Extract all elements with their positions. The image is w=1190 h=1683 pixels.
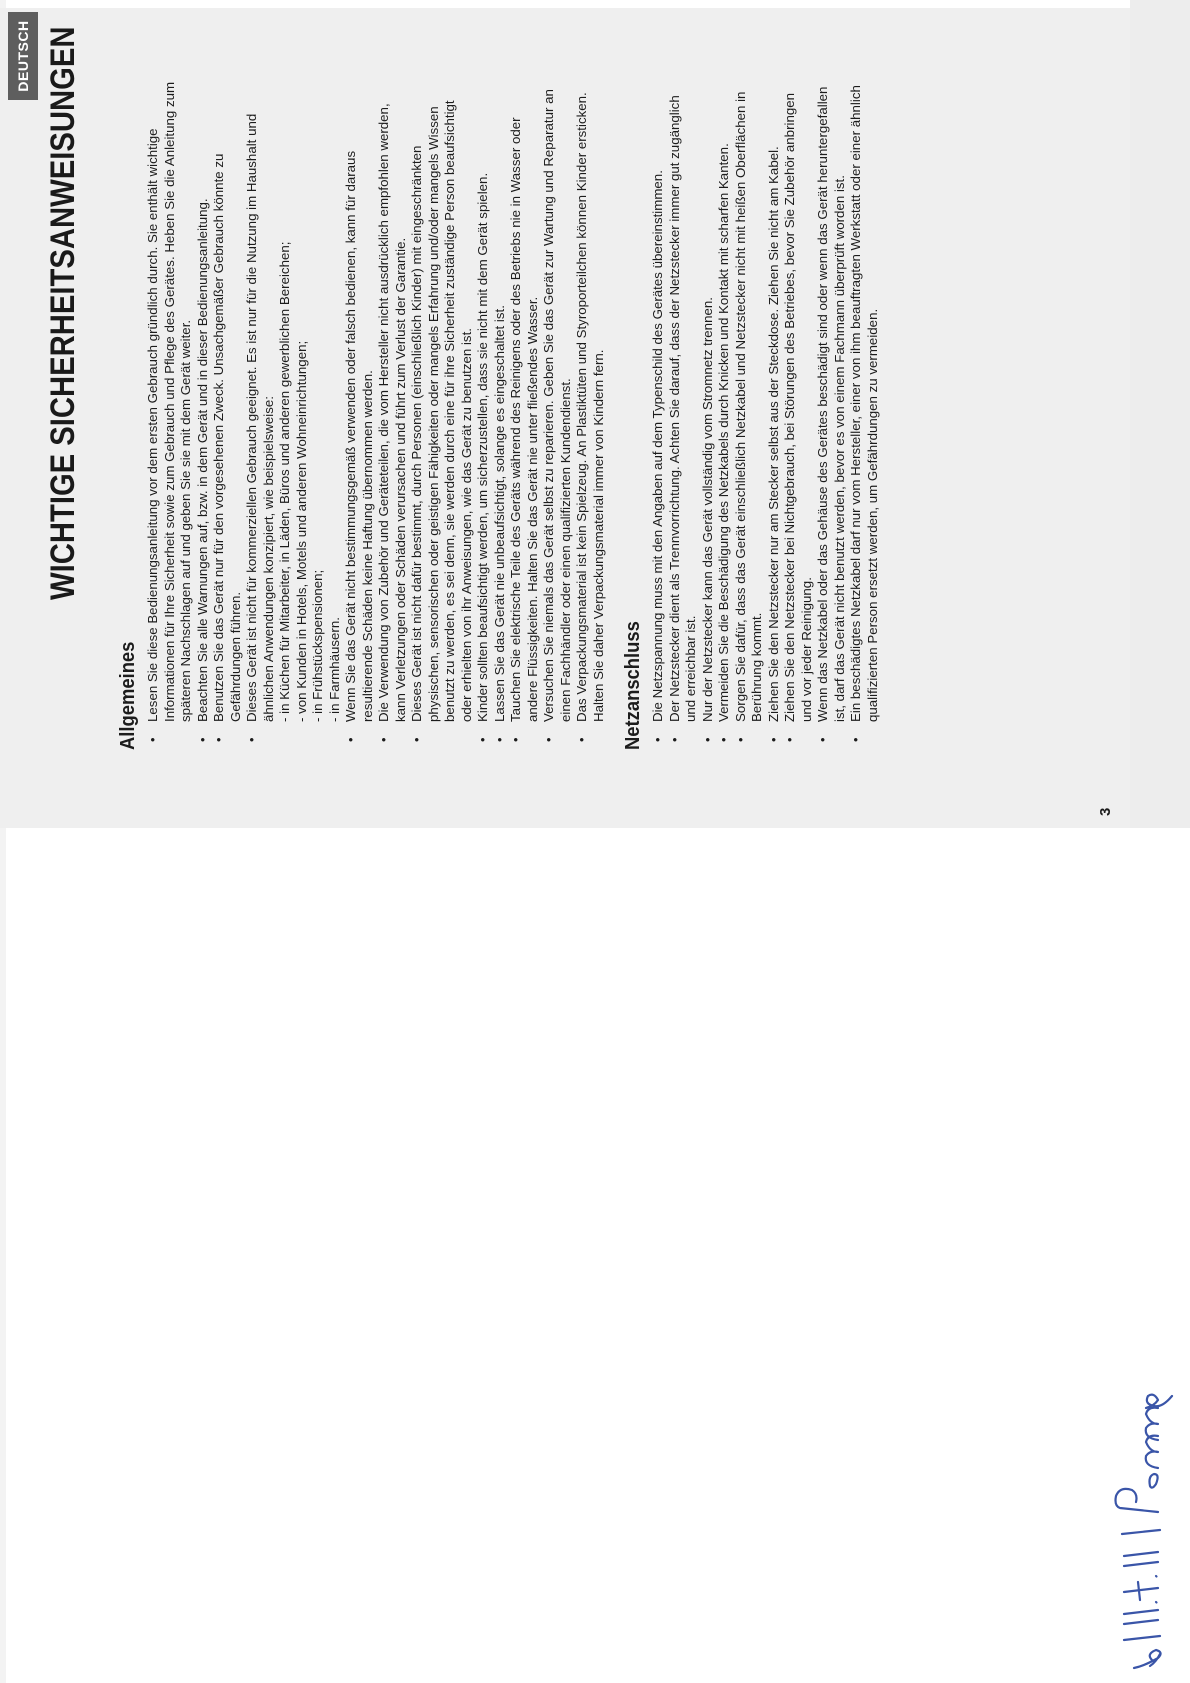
- bullet-icon: •: [211, 737, 226, 742]
- bullet-icon: •: [574, 737, 589, 742]
- page-title: WICHTIGE SICHERHEITSANWEISUNGEN: [44, 26, 82, 600]
- language-label: DEUTSCH: [8, 12, 38, 100]
- item-text-line: Ziehen Sie den Netzstecker nur am Stecker selbst aus der Steckdose. Ziehen Sie nicht am Kabel.: [765, 146, 781, 722]
- section-heading: Netzanschluss: [622, 621, 644, 750]
- item-text-line: Wenn das Netzkabel oder das Gehäuse des Gerätes beschädigt sind oder wenn das Gerät heruntergefallen: [815, 86, 830, 722]
- item-text-line: und erreichbar ist.: [683, 615, 698, 722]
- bullet-icon: •: [194, 737, 210, 742]
- item-text-line: Halten Sie daher Verpackungsmaterial immer von Kindern fern.: [590, 349, 606, 722]
- item-text-line: - in Frühstückspensionen;: [310, 569, 325, 722]
- item-text-line: - von Kunden in Hotels, Motels und anderen Wohneinrichtungen;: [293, 340, 309, 722]
- list-item: [508, 10, 541, 750]
- bullet-list: [650, 10, 881, 750]
- item-text-line: Ein beschädigtes Netzkabel darf nur vom Hersteller, einer von ihm beauftragten Werkstatt oder einer ähnlich: [848, 85, 863, 722]
- item-text-line: ähnlichen Anwendungen konzipiert, wie beispielsweise:: [260, 396, 276, 722]
- item-text-line: Dieses Gerät ist nicht für kommerziellen Gebrauch geeignet. Es ist nur für die Nutzung im Haushalt und: [244, 113, 259, 722]
- item-text-line: Benutzen Sie das Gerät nur für den vorgesehenen Zweck. Unsachgemäßer Gebrauch könnte zu: [211, 153, 226, 722]
- item-text-line: andere Flüssigkeiten. Halten Sie das Gerät nie unter fließendes Wasser.: [524, 296, 540, 722]
- item-text-line: Ziehen Sie den Netzstecker bei Nichtgebrauch, bei Störungen des Betriebes, bevor Sie Zubehör anbringen: [782, 92, 797, 722]
- item-text-line: ist, darf das Gerät nicht benutzt werden, bevor es von einem Fachmann überprüft worden ist.: [831, 175, 847, 722]
- list-item: [376, 10, 409, 750]
- item-text-line: späteren Nachschlagen auf und geben Sie sie mit dem Gerät weiter.: [178, 319, 193, 722]
- list-item: [541, 10, 574, 750]
- list-item: [815, 10, 848, 750]
- item-text-line: Nur der Netzstecker kann das Gerät vollständig vom Stromnetz trennen.: [699, 297, 715, 722]
- bullet-icon: •: [244, 737, 259, 742]
- bullet-icon: •: [508, 737, 523, 742]
- bullet-icon: •: [732, 737, 748, 742]
- item-text-line: - in Farmhäusern.: [326, 617, 342, 722]
- section-general: [116, 10, 607, 750]
- item-text-line: Gefährdungen führen.: [227, 591, 243, 722]
- bullet-icon: •: [475, 737, 490, 742]
- item-text-line: Tauchen Sie elektrische Teile des Geräts während des Reinigens oder des Betriebs nie in Wasser oder: [508, 117, 523, 722]
- item-text-line: Beachten Sie alle Warnungen auf, bzw. in dem Gerät und in dieser Bedienungsanleitung.: [194, 198, 210, 722]
- page-number: 3: [1097, 807, 1114, 816]
- list-item: [195, 10, 212, 750]
- handwritten-signature: [1094, 1236, 1174, 1676]
- item-text-line: Lassen Sie das Gerät nie unbeaufsichtigt, solange es eingeschaltet ist.: [491, 305, 507, 722]
- item-text-line: Das Verpackungsmaterial ist kein Spielzeug. An Plastiktüten und Styroporteilchen können Kinder ersticken.: [574, 92, 589, 722]
- bullet-icon: •: [765, 737, 781, 742]
- bullet-icon: •: [666, 737, 682, 742]
- item-text-line: Sorgen Sie dafür, dass das Gerät einschließlich Netzkabel und Netzstecker nicht mit heißen Oberflächen in: [732, 91, 748, 722]
- section-heading: Allgemeines: [117, 641, 139, 750]
- item-text-line: oder erhielten von ihr Anweisungen, wie das Gerät zu benutzen ist.: [458, 328, 474, 722]
- list-item: [716, 10, 733, 750]
- bullet-icon: •: [343, 737, 358, 742]
- item-text-line: einen Fachhändler oder einen qualifizierten Kundendienst.: [557, 378, 573, 722]
- bullet-icon: •: [491, 737, 507, 742]
- item-text-line: resultierende Schäden keine Haftung übernommen werden.: [359, 370, 375, 722]
- bullet-icon: •: [782, 737, 797, 742]
- item-text-line: benutzt zu werden, es sei denn, sie werden durch eine für ihre Sicherheit zuständige Person beaufsichtigt: [442, 100, 457, 722]
- rotated-content: [0, 8, 1130, 828]
- bullet-icon: •: [699, 737, 715, 742]
- item-text-line: Kinder sollten beaufsichtigt werden, um sicherzustellen, dass sie nicht mit dem Gerät spielen.: [475, 172, 490, 722]
- item-text-line: Der Netzstecker dient als Trennvorrichtung. Achten Sie darauf, dass der Netzstecker immer gut zugänglich: [666, 95, 682, 722]
- item-text-line: physischen, sensorischen oder geistigen Fähigkeiten oder mangels Erfahrung und/oder mangels Wissen: [425, 106, 441, 722]
- bullet-icon: •: [815, 737, 830, 742]
- list-item: [211, 10, 244, 750]
- list-item: [145, 10, 195, 750]
- list-item: [848, 10, 881, 750]
- list-item: [782, 10, 815, 750]
- item-text-line: Vermeiden Sie die Beschädigung des Netzkabels durch Knicken und Kontakt mit scharfen Kanten.: [716, 143, 731, 722]
- list-item: [574, 10, 607, 750]
- list-item: [700, 10, 717, 750]
- item-text-line: Dieses Gerät ist nicht dafür bestimmt, durch Personen (einschließlich Kinder) mit eingeschränkten: [409, 145, 424, 722]
- item-text-line: Informationen für Ihre Sicherheit sowie zum Gebrauch und Pflege des Gerätes. Heben Sie die Anleitung zum: [161, 81, 177, 722]
- list-item: [667, 10, 700, 750]
- header-band: [1130, 0, 1190, 828]
- list-item: [409, 10, 475, 750]
- bullet-icon: •: [376, 737, 391, 742]
- item-text-line: qualifizierten Person ersetzt werden, um Gefährdungen zu vermeiden.: [864, 308, 880, 722]
- item-text-line: Die Verwendung von Zubehör und Geräteteilen, die vom Hersteller nicht ausdrücklich empfohlen werden,: [376, 103, 391, 722]
- item-text-line: Berührung kommt.: [749, 612, 764, 722]
- list-item: [244, 10, 343, 750]
- item-text-line: - in Küchen für Mitarbeiter, in Läden, Büros und anderen gewerblichen Bereichen;: [277, 241, 292, 722]
- list-item: [343, 10, 376, 750]
- bullet-icon: •: [145, 737, 160, 742]
- instructions-body: [116, 10, 881, 750]
- item-text-line: kann Verletzungen oder Schäden verursachen und führt zum Verlust der Garantie.: [392, 237, 408, 722]
- bullet-icon: •: [848, 737, 863, 742]
- item-text-line: Lesen Sie diese Bedienungsanleitung vor dem ersten Gebrauch gründlich durch. Sie enthält wichtige: [145, 128, 160, 722]
- list-item: [475, 10, 492, 750]
- list-item: [650, 10, 667, 750]
- item-text-line: Wenn Sie das Gerät nicht bestimmungsgemäß verwenden oder falsch bedienen, kann für daraus: [343, 150, 358, 722]
- bullet-icon: •: [650, 737, 665, 742]
- list-item: [492, 10, 509, 750]
- list-item: [766, 10, 783, 750]
- section-power-connection: [621, 10, 881, 750]
- bullet-icon: •: [541, 737, 556, 742]
- item-text-line: und vor jeder Reinigung.: [798, 577, 814, 722]
- bullet-icon: •: [716, 737, 731, 742]
- bullet-list: [145, 10, 607, 750]
- item-text-line: Die Netzspannung muss mit den Angaben auf dem Typenschild des Gerätes übereinstimmen.: [650, 170, 665, 722]
- item-text-line: Versuchen Sie niemals das Gerät selbst zu reparieren. Geben Sie das Gerät zur Wartung und Reparatur an: [541, 89, 556, 722]
- list-item: [733, 10, 766, 750]
- bullet-icon: •: [409, 737, 424, 742]
